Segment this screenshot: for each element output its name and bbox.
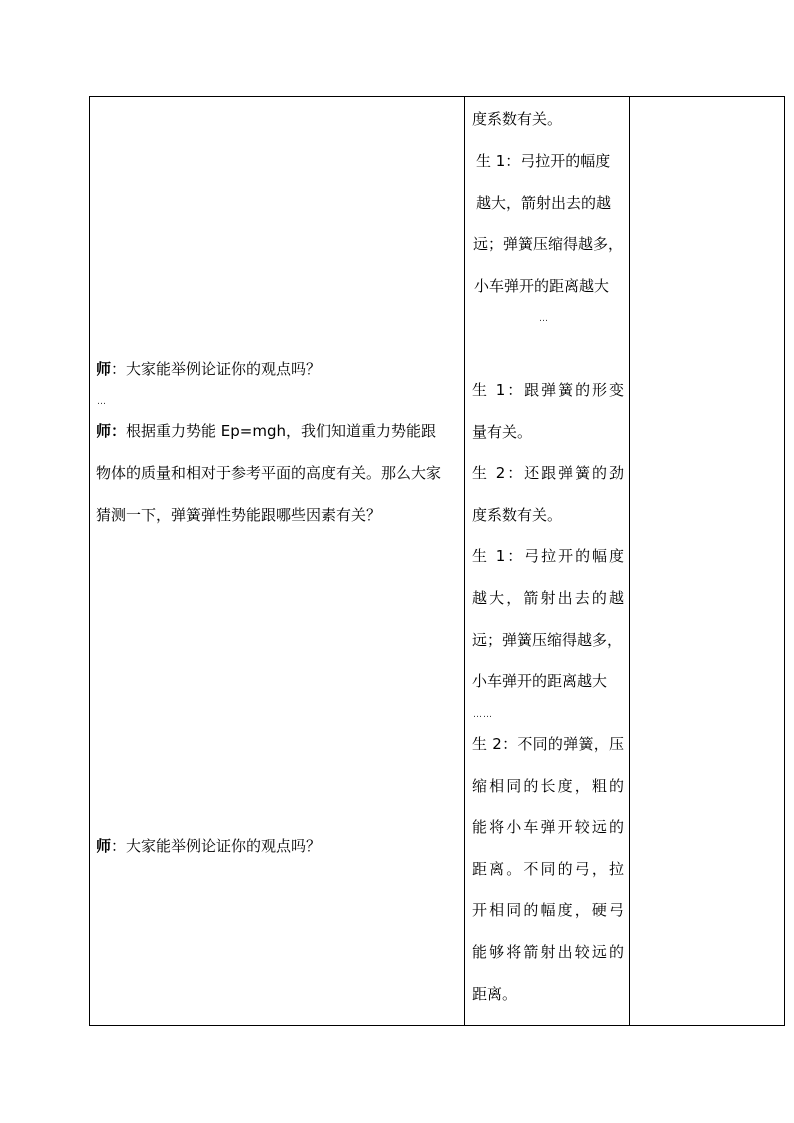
speaker-label: 师 xyxy=(96,837,112,855)
student-line: 越大，箭射出去的越 xyxy=(476,194,612,212)
student-line: 生 1：弓拉开的幅度 xyxy=(472,547,624,565)
column-divider-2 xyxy=(629,96,630,1026)
teacher-question-text: ：大家能举例论证你的观点吗？ xyxy=(111,837,322,855)
student-line: 远；弹簧压缩得越多， xyxy=(472,631,623,649)
student-line: 缩相同的长度，粗的 xyxy=(472,777,624,795)
student-line: 远；弹簧压缩得越多， xyxy=(473,235,624,253)
speaker-label: 师： xyxy=(96,422,127,440)
teacher-statement-line-2: 物体的质量和相对于参考平面的高度有关。那么大家 xyxy=(96,464,442,482)
student-line: 能够将箭射出较远的 xyxy=(472,943,624,961)
student-line: 越大，箭射出去的越 xyxy=(472,589,624,607)
student-line: 生 1：弓拉开的幅度 xyxy=(476,152,611,170)
student-line: 量有关。 xyxy=(472,423,533,441)
teacher-question-1 xyxy=(96,359,321,379)
speaker-label: 师 xyxy=(96,360,112,378)
ellipsis: … xyxy=(97,397,107,407)
student-line: 距离。不同的弓，拉 xyxy=(472,860,624,878)
student-line: 度系数有关。 xyxy=(472,506,563,524)
teacher-statement-text: 根据重力势能 Ep=mgh，我们知道重力势能跟 xyxy=(126,422,436,440)
student-line: 生 1：跟弹簧的形变 xyxy=(472,381,624,399)
teacher-statement-line-3: 猜测一下，弹簧弹性势能跟哪些因素有关？ xyxy=(96,506,382,524)
ellipsis: …… xyxy=(473,710,493,720)
teacher-question-text: ：大家能举例论证你的观点吗？ xyxy=(111,360,322,378)
remarks-cell xyxy=(631,98,781,1023)
student-line: 开相同的幅度，硬弓 xyxy=(472,901,624,919)
teacher-statement-line-1 xyxy=(96,421,436,441)
ellipsis: … xyxy=(539,314,549,324)
student-line: 小车弹开的距离越大 xyxy=(472,672,608,690)
teacher-question-2 xyxy=(96,836,321,856)
student-line: 能将小车弹开较远的 xyxy=(472,818,624,836)
student-line: 生 2：不同的弹簧，压 xyxy=(472,735,624,753)
student-line: 生 2：还跟弹簧的劲 xyxy=(472,464,624,482)
student-line: 度系数有关。 xyxy=(472,110,563,128)
student-line: 小车弹开的距离越大 xyxy=(474,277,610,295)
student-line: 距离。 xyxy=(472,985,518,1003)
column-divider-1 xyxy=(464,96,465,1026)
